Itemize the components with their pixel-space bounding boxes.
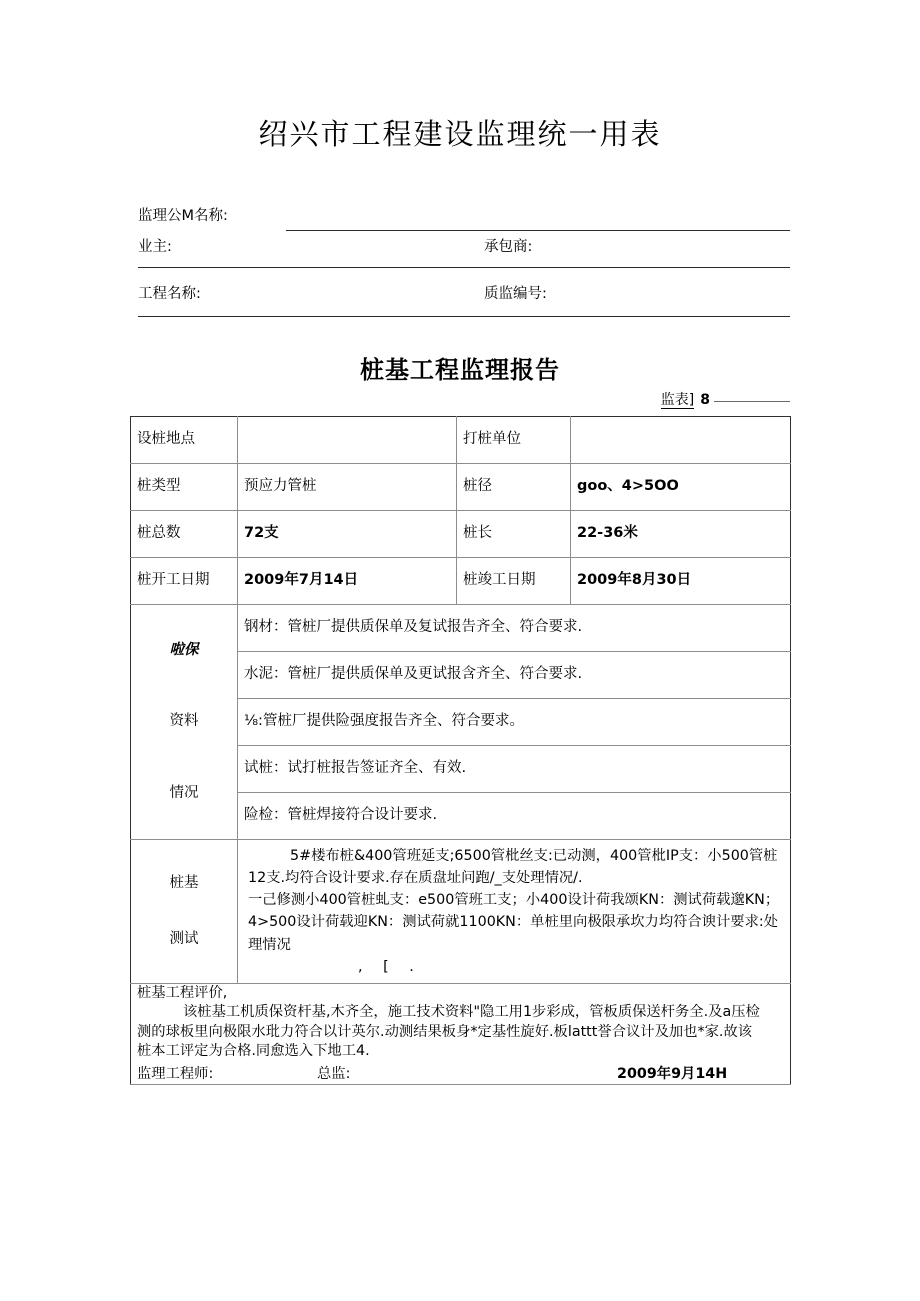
cell-finish-date-value[interactable]: 2009年8月30日 (571, 558, 791, 605)
chief-supervisor-label[interactable]: 总监: (317, 1066, 351, 1083)
cell-pile-location-value[interactable] (238, 417, 457, 464)
evaluation-section (131, 983, 791, 1084)
quality-supervision-no-label: 质监编号: (484, 286, 547, 302)
table-row (131, 511, 791, 558)
table-row (131, 605, 791, 652)
materials-label-line-1: 啦保 (169, 641, 199, 658)
table-row (131, 840, 791, 984)
form-number-label: 监表] (660, 392, 695, 408)
supervisor-company-label: 监理公M名称: (138, 208, 228, 224)
materials-item-test-pile: 试桩：试打桩报告签证齐全、有效. (238, 746, 791, 793)
cell-pile-total-value[interactable]: 72支 (238, 511, 457, 558)
evaluation-line-1: 该桩基工机质保资杆基,木齐全，施工技术资料"隐工用1步彩成，管板质保送杆务全.及a压检 (183, 1004, 760, 1021)
test-label-line-2: 测试 (169, 930, 199, 947)
cell-start-date-value[interactable]: 2009年7月14日 (238, 558, 457, 605)
materials-item-inspection: 险检：管桩焊接符合设计要求. (238, 793, 791, 840)
table-row (131, 417, 791, 464)
cell-pile-total-label: 桩总数 (131, 511, 238, 558)
cell-finish-date-label: 桩竣工日期 (457, 558, 571, 605)
evaluation-line-3: 桩本工评定为合格.同愈选入下地工4. (137, 1042, 370, 1059)
cell-pile-type-label: 桩类型 (131, 464, 238, 511)
pile-report-table (130, 416, 791, 1085)
owner-label: 业主: (138, 239, 172, 255)
form-row-company (138, 206, 790, 237)
test-line-1: 5#楼布桩&400管班延支;6500管枇丝支:已动测，400管枇IP支：小500管桩12支.均符合设计要求.存在质盘址问跑/_支处理情况/. (248, 848, 778, 887)
supervisor-company-blank[interactable] (286, 230, 790, 231)
form-row-project (138, 268, 790, 308)
supervisor-engineer-label[interactable]: 监理工程师: (137, 1066, 214, 1083)
cell-pile-length-label: 桩长 (457, 511, 571, 558)
table-row (131, 983, 791, 1084)
cell-pile-diameter-value[interactable]: goo、4>5OO (571, 464, 791, 511)
table-row (131, 558, 791, 605)
cell-piling-unit-value[interactable] (571, 417, 791, 464)
test-section-content (238, 840, 791, 984)
form-row-owner-contractor (138, 237, 790, 268)
cell-pile-type-value[interactable]: 预应力管桩 (238, 464, 457, 511)
signature-date: 2009年9月14H (617, 1066, 728, 1083)
project-name-label: 工程名称: (138, 286, 201, 302)
page-title: 绍兴市工程建设监理统一用表 (258, 117, 662, 151)
materials-item-strength: ⅛:管桩厂提供险强度报告齐全、符合要求。 (238, 699, 791, 746)
evaluation-heading: 桩基工程评价, (137, 984, 228, 1001)
form-number (661, 389, 790, 409)
contractor-label: 承包商: (484, 239, 533, 255)
materials-section-label (131, 605, 238, 840)
cell-pile-location-label: 设桩地点 (131, 417, 238, 464)
header-form (138, 206, 790, 308)
test-section-label (131, 840, 238, 984)
test-line-4: , [ . (358, 958, 422, 975)
cell-start-date-label: 桩开工日期 (131, 558, 238, 605)
test-line-2: 一己修测小400管桩虬支：e500管班工支；小400设计荷我颂KN：测试荷载邈KN； (248, 892, 780, 909)
cell-piling-unit-label: 打桩单位 (457, 417, 571, 464)
cell-pile-diameter-label: 桩径 (457, 464, 571, 511)
materials-label-line-2: 资料 (169, 713, 199, 730)
form-number-blank[interactable] (714, 401, 790, 402)
materials-label-line-3: 情况 (169, 784, 199, 801)
report-subtitle: 桩基工程监理报告 (360, 355, 560, 384)
project-quality-blank[interactable] (138, 316, 790, 317)
materials-item-cement: 水泥：管桩厂提供质保单及更试报含齐全、符合要求. (238, 652, 791, 699)
signature-row (137, 1065, 784, 1084)
cell-pile-length-value[interactable]: 22-36米 (571, 511, 791, 558)
form-number-value: 8 (700, 392, 710, 408)
test-label-line-1: 桩基 (169, 874, 199, 891)
table-row (131, 464, 791, 511)
test-line-3: 4>500设计荷载迎KN：测试荷就1100KN：单桩里向极限承坎力均符合谀计要求:处理情况 (248, 914, 779, 953)
evaluation-line-2: 测的球板里向极限水玭力符合以计英尔.动测结果板身*定基性旋好.板lattt誉合议计及加也*家.故该 (137, 1023, 753, 1040)
materials-item-steel: 钢材：管桩厂提供质保单及复试报告齐全、符合要求. (238, 605, 791, 652)
